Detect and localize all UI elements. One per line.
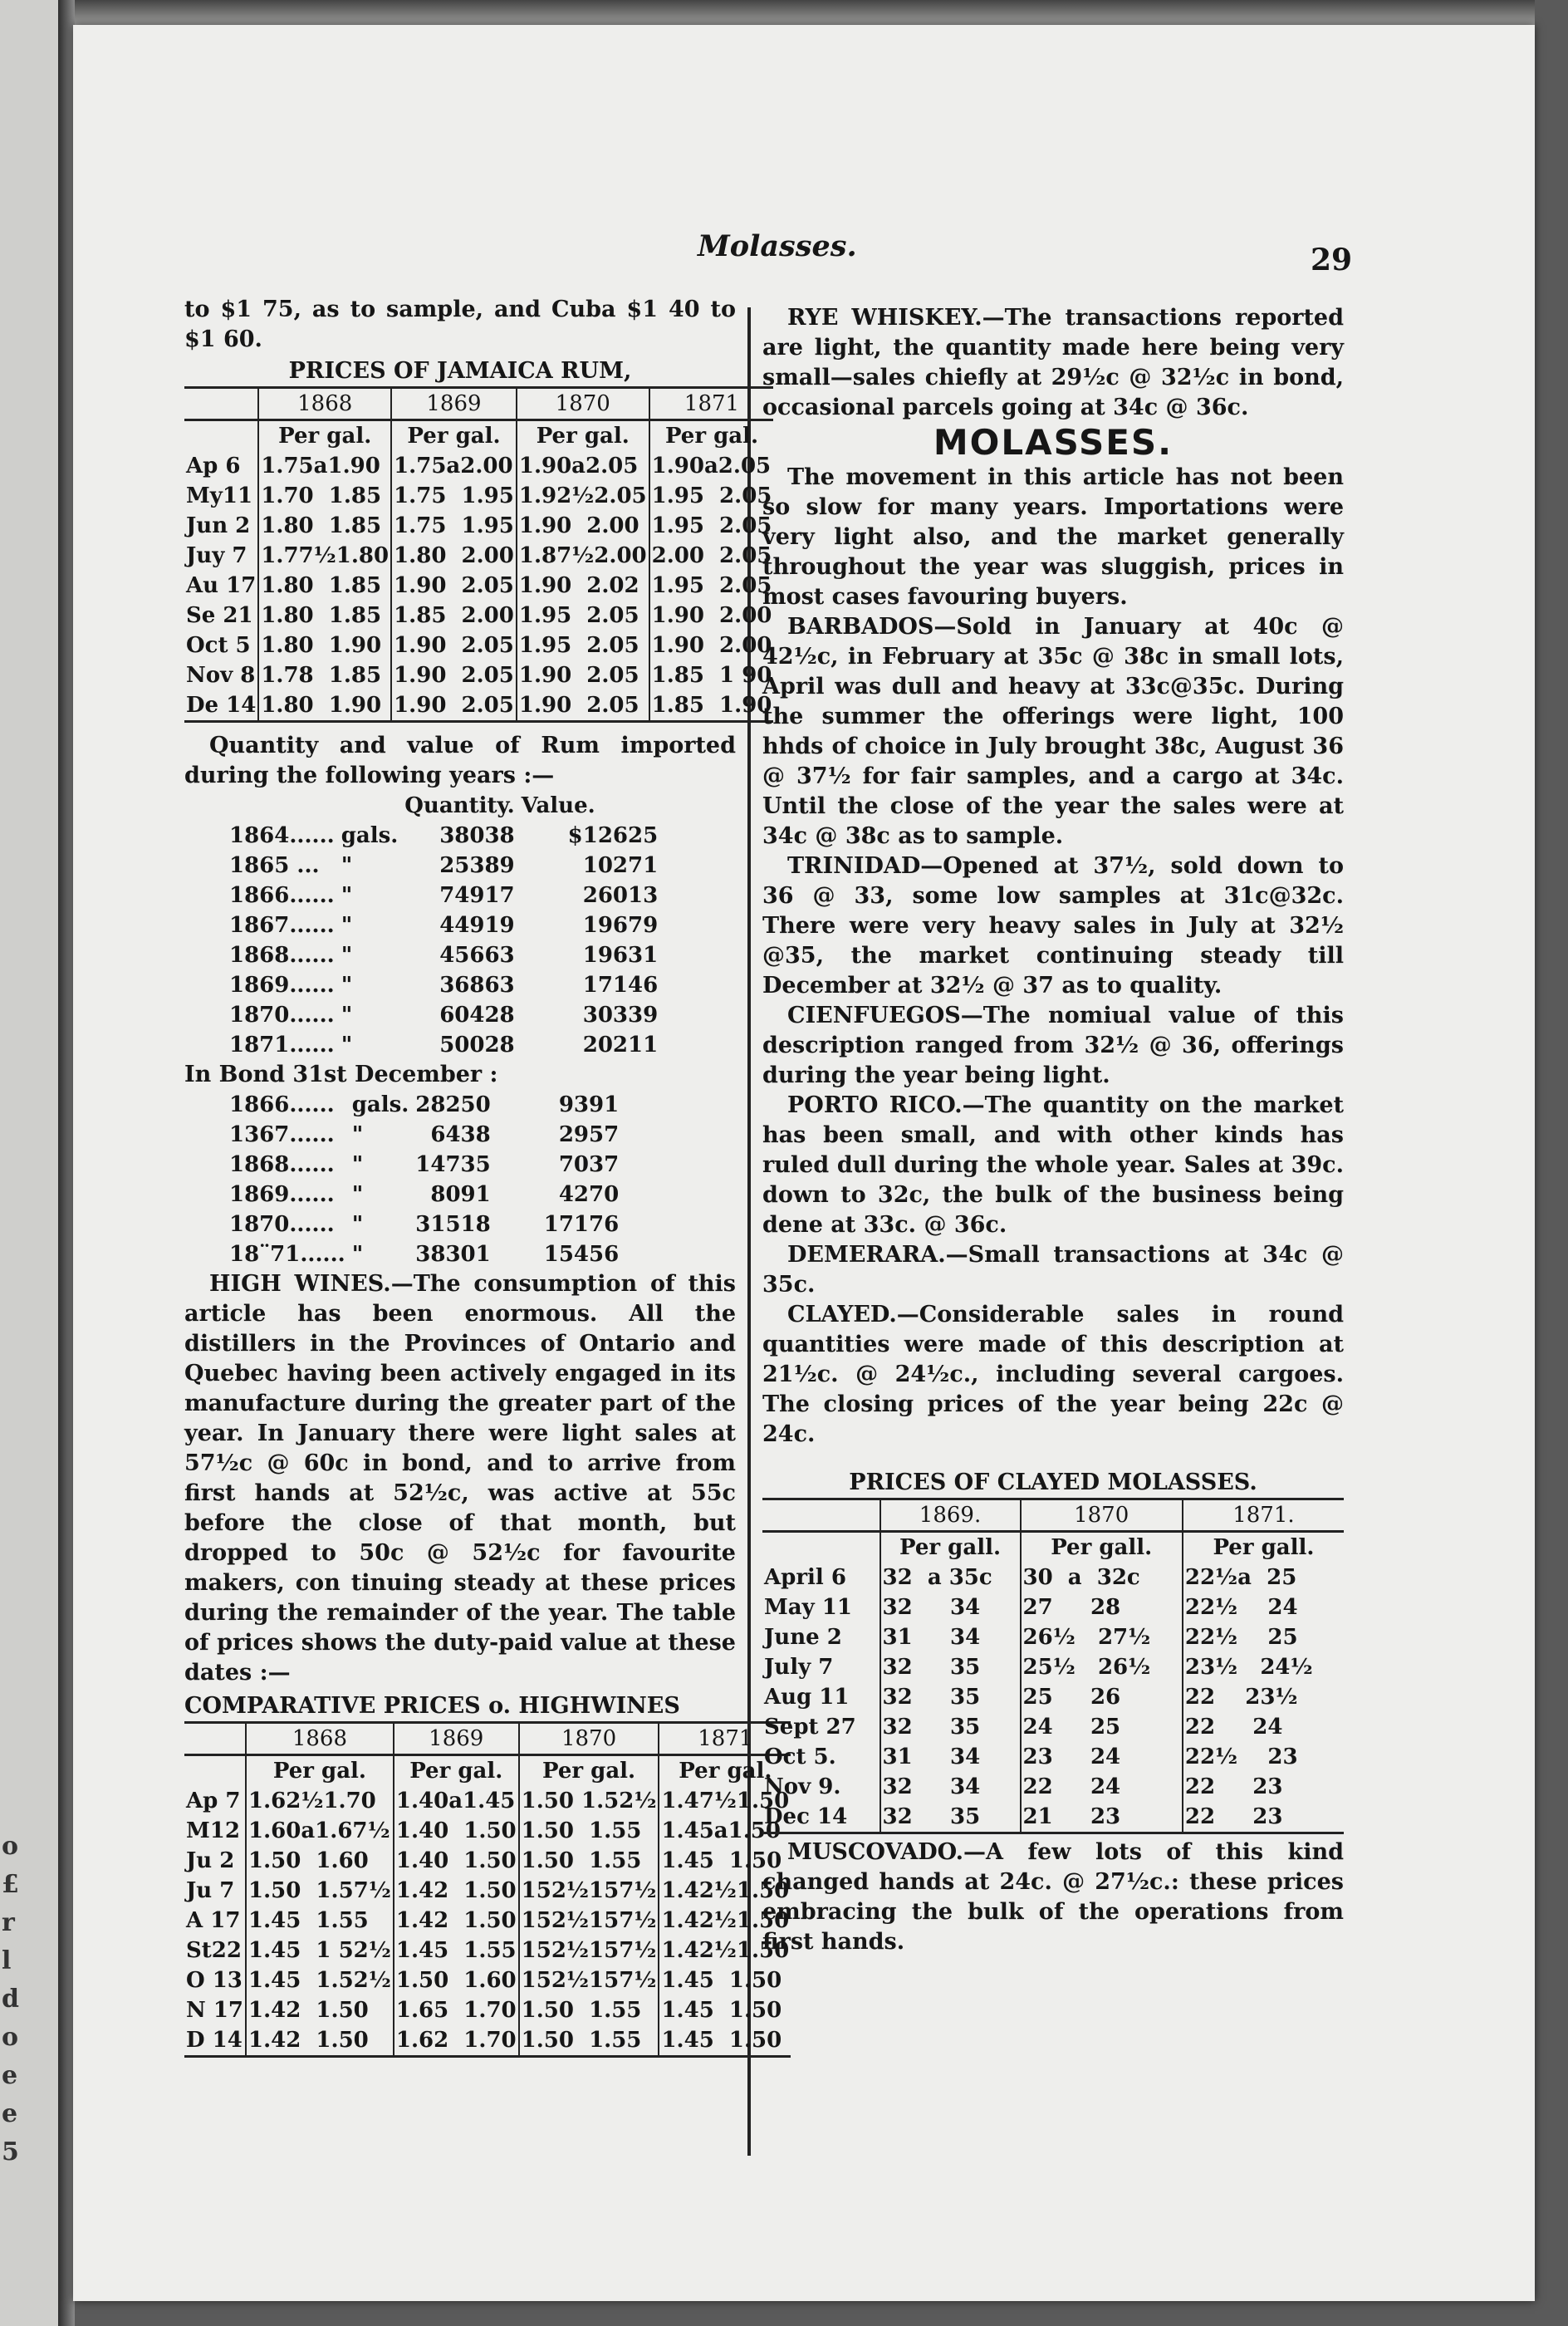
quantity-row xyxy=(226,1180,622,1210)
price-cell: 1.95 2.05 xyxy=(649,571,774,601)
price-cell: 22½ 24 xyxy=(1183,1592,1344,1622)
quantity-row xyxy=(226,940,661,970)
quantity: 6438 xyxy=(430,1122,491,1147)
price-cell: 1.42 1.50 xyxy=(394,1906,519,1936)
row-date: Ju 7 xyxy=(186,1878,235,1903)
price-cell: 1.95 2.05 xyxy=(517,631,649,660)
price-cell: 1.90 2.05 xyxy=(391,660,517,690)
porto-rico-paragraph: PORTO RICO.—The quantity on the market has been small, and with other kinds has ruled dull during the whole year. Sales at 39c. down to 32c, the bulk of the business being dene at 33c. @ 36c. xyxy=(762,1092,1344,1238)
table-row xyxy=(184,601,773,631)
price-cell: 22 23½ xyxy=(1183,1682,1344,1712)
table-corner xyxy=(762,1499,880,1532)
quantity-row xyxy=(226,910,661,940)
price-cell: 32 35 xyxy=(880,1712,1021,1742)
price-cell: 1.95 2.05 xyxy=(517,601,649,631)
price-cell: 1.45 1.52½ xyxy=(246,1965,394,1995)
row-date: Se 21 xyxy=(186,603,253,628)
value: 15456 xyxy=(543,1242,620,1267)
price-cell: 22½ 23 xyxy=(1183,1742,1344,1772)
price-cell: 1.85 1 90 xyxy=(649,660,774,690)
table-year: 1871. xyxy=(1183,1499,1344,1532)
value: 26013 xyxy=(582,883,659,908)
quantity-row xyxy=(226,970,661,1000)
row-date: Nov 8 xyxy=(186,663,256,688)
unit: " xyxy=(351,1122,364,1147)
table-year: 1869 xyxy=(394,1723,519,1755)
margin-fragment: l xyxy=(2,1946,12,1975)
price-cell: 1.42 1.50 xyxy=(246,2025,394,2057)
unit: " xyxy=(341,973,353,998)
molasses-heading: MOLASSES. xyxy=(933,422,1174,463)
price-cell: 22 23 xyxy=(1183,1772,1344,1802)
table-row xyxy=(184,1816,791,1846)
price-cell: 1.90 2.00 xyxy=(517,511,649,541)
year: 1866...... xyxy=(229,883,335,908)
year: 1867...... xyxy=(229,913,335,938)
price-cell: 1.95 2.05 xyxy=(649,481,774,511)
row-date: Ap 6 xyxy=(186,454,241,478)
price-cell: 1.90 2.05 xyxy=(517,660,649,690)
quantity-row xyxy=(226,821,661,851)
quantity-row xyxy=(226,1090,622,1120)
price-cell: 1.45 1.50 xyxy=(659,2025,791,2057)
year: 1869...... xyxy=(229,1182,335,1207)
margin-fragment: r xyxy=(2,1908,15,1937)
price-cell: 152½157½ xyxy=(519,1876,659,1906)
table-unit: Per gal. xyxy=(258,420,391,452)
intro-paragraph: to $1 75, as to sample, and Cuba $1 40 to $1 60. xyxy=(184,297,736,352)
price-cell: 1.80 1.85 xyxy=(258,571,391,601)
muscovado-paragraph: MUSCOVADO.—A few lots of this kind changed hands at 24c. @ 27½c.: these prices embracing the bulk of the operations from first hands. xyxy=(762,1839,1344,1955)
price-cell: 1.42½1.50 xyxy=(659,1906,791,1936)
unit: " xyxy=(341,1033,353,1057)
unit: " xyxy=(351,1152,364,1177)
table-year: 1871 xyxy=(649,388,774,420)
year: 18¨71...... xyxy=(229,1242,345,1267)
year: 1870...... xyxy=(229,1212,335,1237)
table-year: 1868 xyxy=(246,1723,394,1755)
price-cell: 1.40 1.50 xyxy=(394,1846,519,1876)
table-unit: Per gal. xyxy=(659,1755,791,1787)
price-cell: 26½ 27½ xyxy=(1021,1622,1183,1652)
table-row xyxy=(184,631,773,660)
row-date: May 11 xyxy=(764,1595,852,1620)
row-date: Nov 9. xyxy=(764,1774,841,1799)
price-cell: 1.40 1.50 xyxy=(394,1816,519,1846)
price-cell: 27 28 xyxy=(1021,1592,1183,1622)
price-cell: 22½ 25 xyxy=(1183,1622,1344,1652)
row-date: Dec 14 xyxy=(764,1804,848,1829)
value: 30339 xyxy=(582,1003,659,1028)
table-row xyxy=(184,1936,791,1965)
table-row xyxy=(762,1712,1344,1742)
price-cell: 30 a 32c xyxy=(1021,1563,1183,1592)
quantity: 28250 xyxy=(415,1092,491,1117)
table-corner xyxy=(184,1755,246,1787)
price-cell: 1.50 1.60 xyxy=(394,1965,519,1995)
row-date: Ju 2 xyxy=(186,1848,235,1873)
price-cell: 2.00 2.05 xyxy=(649,541,774,571)
jamaica-table-title: PRICES OF JAMAICA RUM, xyxy=(288,358,632,384)
price-cell: 1.45 1.55 xyxy=(394,1936,519,1965)
row-date: Aug 11 xyxy=(764,1685,850,1710)
price-cell: 1.50 1.55 xyxy=(519,1816,659,1846)
price-cell: 1.50 1.55 xyxy=(519,2025,659,2057)
margin-fragments xyxy=(2,1828,27,2171)
table-year: 1870 xyxy=(519,1723,659,1755)
quantity-row xyxy=(226,851,661,881)
row-date: April 6 xyxy=(764,1565,846,1590)
price-cell: 24 25 xyxy=(1021,1712,1183,1742)
table-row xyxy=(762,1592,1344,1622)
price-cell: 152½157½ xyxy=(519,1965,659,1995)
price-cell: 22 24 xyxy=(1021,1772,1183,1802)
table-row xyxy=(184,511,773,541)
table-unit: Per gal. xyxy=(517,420,649,452)
price-cell: 1.50 1.57½ xyxy=(246,1876,394,1906)
value: 2957 xyxy=(558,1122,620,1147)
price-cell: 23½ 24½ xyxy=(1183,1652,1344,1682)
quantity: 50028 xyxy=(439,1033,515,1057)
price-cell: 1.90 2.05 xyxy=(391,631,517,660)
table-row xyxy=(184,481,773,511)
price-cell: 1.75 1.95 xyxy=(391,511,517,541)
clayed-molasses-table xyxy=(762,1498,1344,1834)
row-date: My11 xyxy=(186,483,253,508)
margin-fragment: e xyxy=(2,2099,18,2128)
row-date: A 17 xyxy=(186,1908,241,1933)
quantity: 74917 xyxy=(439,883,515,908)
table-unit: Per gall. xyxy=(880,1532,1021,1563)
price-cell: 1.45a1.50 xyxy=(659,1816,791,1846)
highwines-table-title: COMPARATIVE PRICES o. HIGHWINES xyxy=(184,1693,680,1719)
price-cell: 1.77½1.80 xyxy=(258,541,391,571)
row-date: June 2 xyxy=(764,1625,842,1650)
trinidad-paragraph: TRINIDAD—Opened at 37½, sold down to 36 @ 33, some low samples at 31c@32c. There were very heavy sales in July at 32½ @35, the market continuing steady till December at 32½ @ 37 as to quality. xyxy=(762,853,1344,999)
price-cell: 1.60a1.67½ xyxy=(246,1816,394,1846)
unit: " xyxy=(341,853,353,878)
price-cell: 1.50 1.55 xyxy=(519,1995,659,2025)
price-cell: 31 34 xyxy=(880,1622,1021,1652)
cienfuegos-paragraph: CIENFUEGOS—The nomiual value of this description ranged from 32½ @ 36, offerings during the year being light. xyxy=(762,1003,1344,1088)
unit: " xyxy=(341,883,353,908)
price-cell: 1.90 2.05 xyxy=(391,690,517,722)
table-unit-row xyxy=(762,1532,1344,1563)
price-cell: 32 34 xyxy=(880,1592,1021,1622)
price-cell: 1.90a2.05 xyxy=(649,451,774,481)
rum-intro: Quantity and value of Rum imported during the following years :— xyxy=(184,733,736,788)
price-cell: 22½a 25 xyxy=(1183,1563,1344,1592)
margin-fragment: d xyxy=(2,1985,19,2014)
price-cell: 1.78 1.85 xyxy=(258,660,391,690)
quantity-header-row xyxy=(226,791,661,821)
table-row xyxy=(184,571,773,601)
value: 7037 xyxy=(558,1152,620,1177)
year: 1865 ... xyxy=(229,853,320,878)
price-cell: 1.92½2.05 xyxy=(517,481,649,511)
table-year: 1869. xyxy=(880,1499,1021,1532)
quantity: 38301 xyxy=(415,1242,491,1267)
row-date: Juy 7 xyxy=(186,543,247,568)
table-unit: Per gall. xyxy=(1021,1532,1183,1563)
table-year: 1869 xyxy=(391,388,517,420)
right-column xyxy=(762,303,1344,1957)
quantity-row xyxy=(226,1239,622,1269)
quantity-row xyxy=(226,881,661,910)
price-cell: 23 24 xyxy=(1021,1742,1183,1772)
price-cell: 1.45 1 52½ xyxy=(246,1936,394,1965)
clayed-table-title: PRICES OF CLAYED MOLASSES. xyxy=(849,1470,1257,1495)
price-cell: 25½ 26½ xyxy=(1021,1652,1183,1682)
table-row xyxy=(762,1742,1344,1772)
price-cell: 1.62½1.70 xyxy=(246,1786,394,1816)
price-cell: 1.47½1.50 xyxy=(659,1786,791,1816)
margin-fragment: £ xyxy=(2,1870,19,1899)
molasses-intro: The movement in this article has not been so slow for many years. Importations were very light also, and the market generally throughout the year was sluggish, prices in most cases favouring buyers. xyxy=(762,464,1344,610)
year: 1869...... xyxy=(229,973,335,998)
rum-imports-table xyxy=(226,791,661,1060)
price-cell: 1.45 1.50 xyxy=(659,1846,791,1876)
table-row xyxy=(184,1786,791,1816)
table-year: 1868 xyxy=(258,388,391,420)
price-cell: 1.75a1.90 xyxy=(258,451,391,481)
price-cell: 1.75 1.95 xyxy=(391,481,517,511)
row-date: Ap 7 xyxy=(186,1789,241,1813)
price-cell: 1.45 1.55 xyxy=(246,1906,394,1936)
price-cell: 1.45 1.50 xyxy=(659,1965,791,1995)
price-cell: 1.40a1.45 xyxy=(394,1786,519,1816)
table-row xyxy=(184,2025,791,2057)
quantity: 44919 xyxy=(439,913,515,938)
quantity-row xyxy=(226,1120,622,1150)
table-unit: Per gal. xyxy=(246,1755,394,1787)
price-cell: 22 23 xyxy=(1183,1802,1344,1833)
table-unit: Per gall. xyxy=(1183,1532,1344,1563)
table-row xyxy=(184,690,773,722)
value: 4270 xyxy=(558,1182,620,1207)
year: 1871...... xyxy=(229,1033,335,1057)
price-cell: 152½157½ xyxy=(519,1906,659,1936)
clayed-paragraph: CLAYED.—Considerable sales in round quantities were made of this description at 21½c. @ 24½c., including several cargoes. The closing prices of the year being 22c @ 24c. xyxy=(762,1302,1344,1447)
table-corner xyxy=(184,388,258,420)
row-date: M12 xyxy=(186,1818,240,1843)
price-cell: 1.62 1.70 xyxy=(394,2025,519,2057)
price-cell: 1.50 1.55 xyxy=(519,1846,659,1876)
year: 1868...... xyxy=(229,1152,335,1177)
quantity-row xyxy=(226,1030,661,1060)
table-row xyxy=(762,1772,1344,1802)
price-cell: 32 a 35c xyxy=(880,1563,1021,1592)
price-cell: 1.90 2.02 xyxy=(517,571,649,601)
table-row xyxy=(762,1682,1344,1712)
table-row xyxy=(184,660,773,690)
table-row xyxy=(762,1652,1344,1682)
row-date: De 14 xyxy=(186,693,257,718)
unit: gals. xyxy=(341,823,399,848)
price-cell: 1.80 1.85 xyxy=(258,601,391,631)
table-row xyxy=(184,541,773,571)
row-date: Sept 27 xyxy=(764,1715,856,1740)
unit: " xyxy=(351,1242,364,1267)
high-wines-paragraph: HIGH WINES.—The consumption of this article has been enormous. All the distillers in the Provinces of Ontario and Quebec having been actively engaged in its manufacture during the greater part of the year. In January there were light sales at 57½c @ 60c in bond, and to arrive from first hands at 52½c, was active at 55c before the close of that month, but dropped to 50c @ 52½c for favourite makers, con tinuing steady at these prices during the remainder of the year. The table of prices shows the duty-paid value at these dates :— xyxy=(184,1271,736,1686)
table-year: 1871 xyxy=(659,1723,791,1755)
table-year: 1870 xyxy=(517,388,649,420)
table-year-row xyxy=(184,1723,791,1755)
row-date: July 7 xyxy=(764,1655,834,1680)
jamaica-rum-table xyxy=(184,386,773,723)
price-cell: 1.42 1.50 xyxy=(394,1876,519,1906)
price-cell: 32 35 xyxy=(880,1652,1021,1682)
row-date: Au 17 xyxy=(186,573,257,598)
margin-fragment: o xyxy=(2,2023,19,2052)
price-cell: 1.80 1.90 xyxy=(258,690,391,722)
price-cell: 1.65 1.70 xyxy=(394,1995,519,2025)
table-row xyxy=(184,1965,791,1995)
price-cell: 1.90 2.05 xyxy=(517,690,649,722)
value: 10271 xyxy=(582,853,659,878)
price-cell: 152½157½ xyxy=(519,1936,659,1965)
price-cell: 1.70 1.85 xyxy=(258,481,391,511)
table-corner xyxy=(184,420,258,452)
quantity: 36863 xyxy=(439,973,515,998)
table-unit-row xyxy=(184,420,773,452)
year: 1864...... xyxy=(229,823,335,848)
row-date: Oct 5 xyxy=(186,633,251,658)
year: 1367...... xyxy=(229,1122,335,1147)
quantity-header: Quantity. xyxy=(404,793,515,818)
table-unit: Per gal. xyxy=(649,420,774,452)
price-cell: 22 24 xyxy=(1183,1712,1344,1742)
left-column xyxy=(184,295,790,2058)
table-row xyxy=(762,1802,1344,1833)
row-date: Oct 5. xyxy=(764,1744,836,1769)
table-row xyxy=(184,1906,791,1936)
row-date: N 17 xyxy=(186,1998,243,2023)
highwines-table xyxy=(184,1721,791,2058)
year: 1866...... xyxy=(229,1092,335,1117)
price-cell: 1.75a2.00 xyxy=(391,451,517,481)
price-cell: 1.87½2.00 xyxy=(517,541,649,571)
margin-fragment: e xyxy=(2,2061,18,2090)
table-row xyxy=(184,1876,791,1906)
price-cell: 21 23 xyxy=(1021,1802,1183,1833)
table-year-row xyxy=(184,388,773,420)
unit: gals. xyxy=(351,1092,409,1117)
price-cell: 1.85 1.90 xyxy=(649,690,774,722)
price-cell: 32 35 xyxy=(880,1802,1021,1833)
quantity: 31518 xyxy=(415,1212,491,1237)
row-date: St22 xyxy=(186,1938,242,1963)
quantity: 25389 xyxy=(439,853,515,878)
quantity-row xyxy=(226,1000,661,1030)
table-unit-row xyxy=(184,1755,791,1787)
table-year-row xyxy=(762,1499,1344,1532)
quantity: 8091 xyxy=(430,1182,491,1207)
table-corner xyxy=(184,1723,246,1755)
row-date: O 13 xyxy=(186,1968,243,1993)
value-header: Value. xyxy=(521,793,595,818)
price-cell: 32 34 xyxy=(880,1772,1021,1802)
table-corner xyxy=(762,1532,880,1563)
unit: " xyxy=(341,943,353,968)
unit: " xyxy=(341,1003,353,1028)
unit: " xyxy=(341,913,353,938)
table-row xyxy=(184,1846,791,1876)
price-cell: 1.80 1.85 xyxy=(258,511,391,541)
value: 20211 xyxy=(582,1033,659,1057)
unit: " xyxy=(351,1212,364,1237)
year: 1868...... xyxy=(229,943,335,968)
table-year: 1870 xyxy=(1021,1499,1183,1532)
margin-fragment: o xyxy=(2,1832,19,1861)
value: 9391 xyxy=(558,1092,620,1117)
barbados-paragraph: BARBADOS—Sold in January at 40c @ 42½c, in February at 35c @ 38c in small lots, April was dull and heavy at 33c@35c. During the summer the offerings were light, 100 hhds of choice in July brought 38c, August 36 @ 37½ for fair samples, and a cargo at 34c. Until the close of the year the sales were at 34c @ 38c as to sample. xyxy=(762,614,1344,849)
price-cell: 1.50 1.60 xyxy=(246,1846,394,1876)
table-row xyxy=(184,1995,791,2025)
value: 17176 xyxy=(543,1212,620,1237)
row-date: D 14 xyxy=(186,2028,243,2053)
price-cell: 1.42½1.50 xyxy=(659,1936,791,1965)
price-cell: 1.90 2.00 xyxy=(649,601,774,631)
price-cell: 1.42 1.50 xyxy=(246,1995,394,2025)
table-unit: Per gal. xyxy=(519,1755,659,1787)
quantity: 14735 xyxy=(415,1152,491,1177)
table-row xyxy=(762,1622,1344,1652)
blank xyxy=(226,791,338,821)
quantity-row xyxy=(226,1150,622,1180)
price-cell: 1.80 1.90 xyxy=(258,631,391,660)
price-cell: 1.95 2.05 xyxy=(649,511,774,541)
price-cell: 32 35 xyxy=(880,1682,1021,1712)
price-cell: 25 26 xyxy=(1021,1682,1183,1712)
price-cell: 1.80 2.00 xyxy=(391,541,517,571)
bond-label: In Bond 31st December : xyxy=(184,1062,498,1087)
quantity: 60428 xyxy=(439,1003,515,1028)
value: $12625 xyxy=(567,823,659,848)
price-cell: 1.90 2.00 xyxy=(649,631,774,660)
table-unit: Per gal. xyxy=(394,1755,519,1787)
blank xyxy=(338,791,402,821)
margin-fragment: 5 xyxy=(2,2137,19,2167)
rye-paragraph: RYE WHISKEY.—The transactions reported are light, the quantity made here being very small—sales chiefly at 29½c @ 32½c in bond, occasional parcels going at 34c @ 36c. xyxy=(762,305,1344,420)
value: 19679 xyxy=(582,913,659,938)
price-cell: 1.45 1.50 xyxy=(659,1995,791,2025)
value: 17146 xyxy=(582,973,659,998)
price-cell: 1.50 1.52½ xyxy=(519,1786,659,1816)
unit: " xyxy=(351,1182,364,1207)
price-cell: 1.90a2.05 xyxy=(517,451,649,481)
demerara-paragraph: DEMERARA.—Small transactions at 34c @ 35c. xyxy=(762,1242,1344,1298)
table-row xyxy=(184,451,773,481)
price-cell: 1.85 2.00 xyxy=(391,601,517,631)
table-row xyxy=(762,1563,1344,1592)
price-cell: 31 34 xyxy=(880,1742,1021,1772)
price-cell: 1.42½1.50 xyxy=(659,1876,791,1906)
row-date: Jun 2 xyxy=(186,513,251,538)
book-gutter xyxy=(58,0,75,2326)
running-header: Molasses. xyxy=(698,229,857,263)
quantity: 38038 xyxy=(439,823,515,848)
price-cell: 1.90 2.05 xyxy=(391,571,517,601)
table-unit: Per gal. xyxy=(391,420,517,452)
year: 1870...... xyxy=(229,1003,335,1028)
value: 19631 xyxy=(582,943,659,968)
quantity: 45663 xyxy=(439,943,515,968)
page-number: 29 xyxy=(1311,243,1353,277)
quantity-row xyxy=(226,1210,622,1239)
bond-table xyxy=(226,1090,622,1269)
